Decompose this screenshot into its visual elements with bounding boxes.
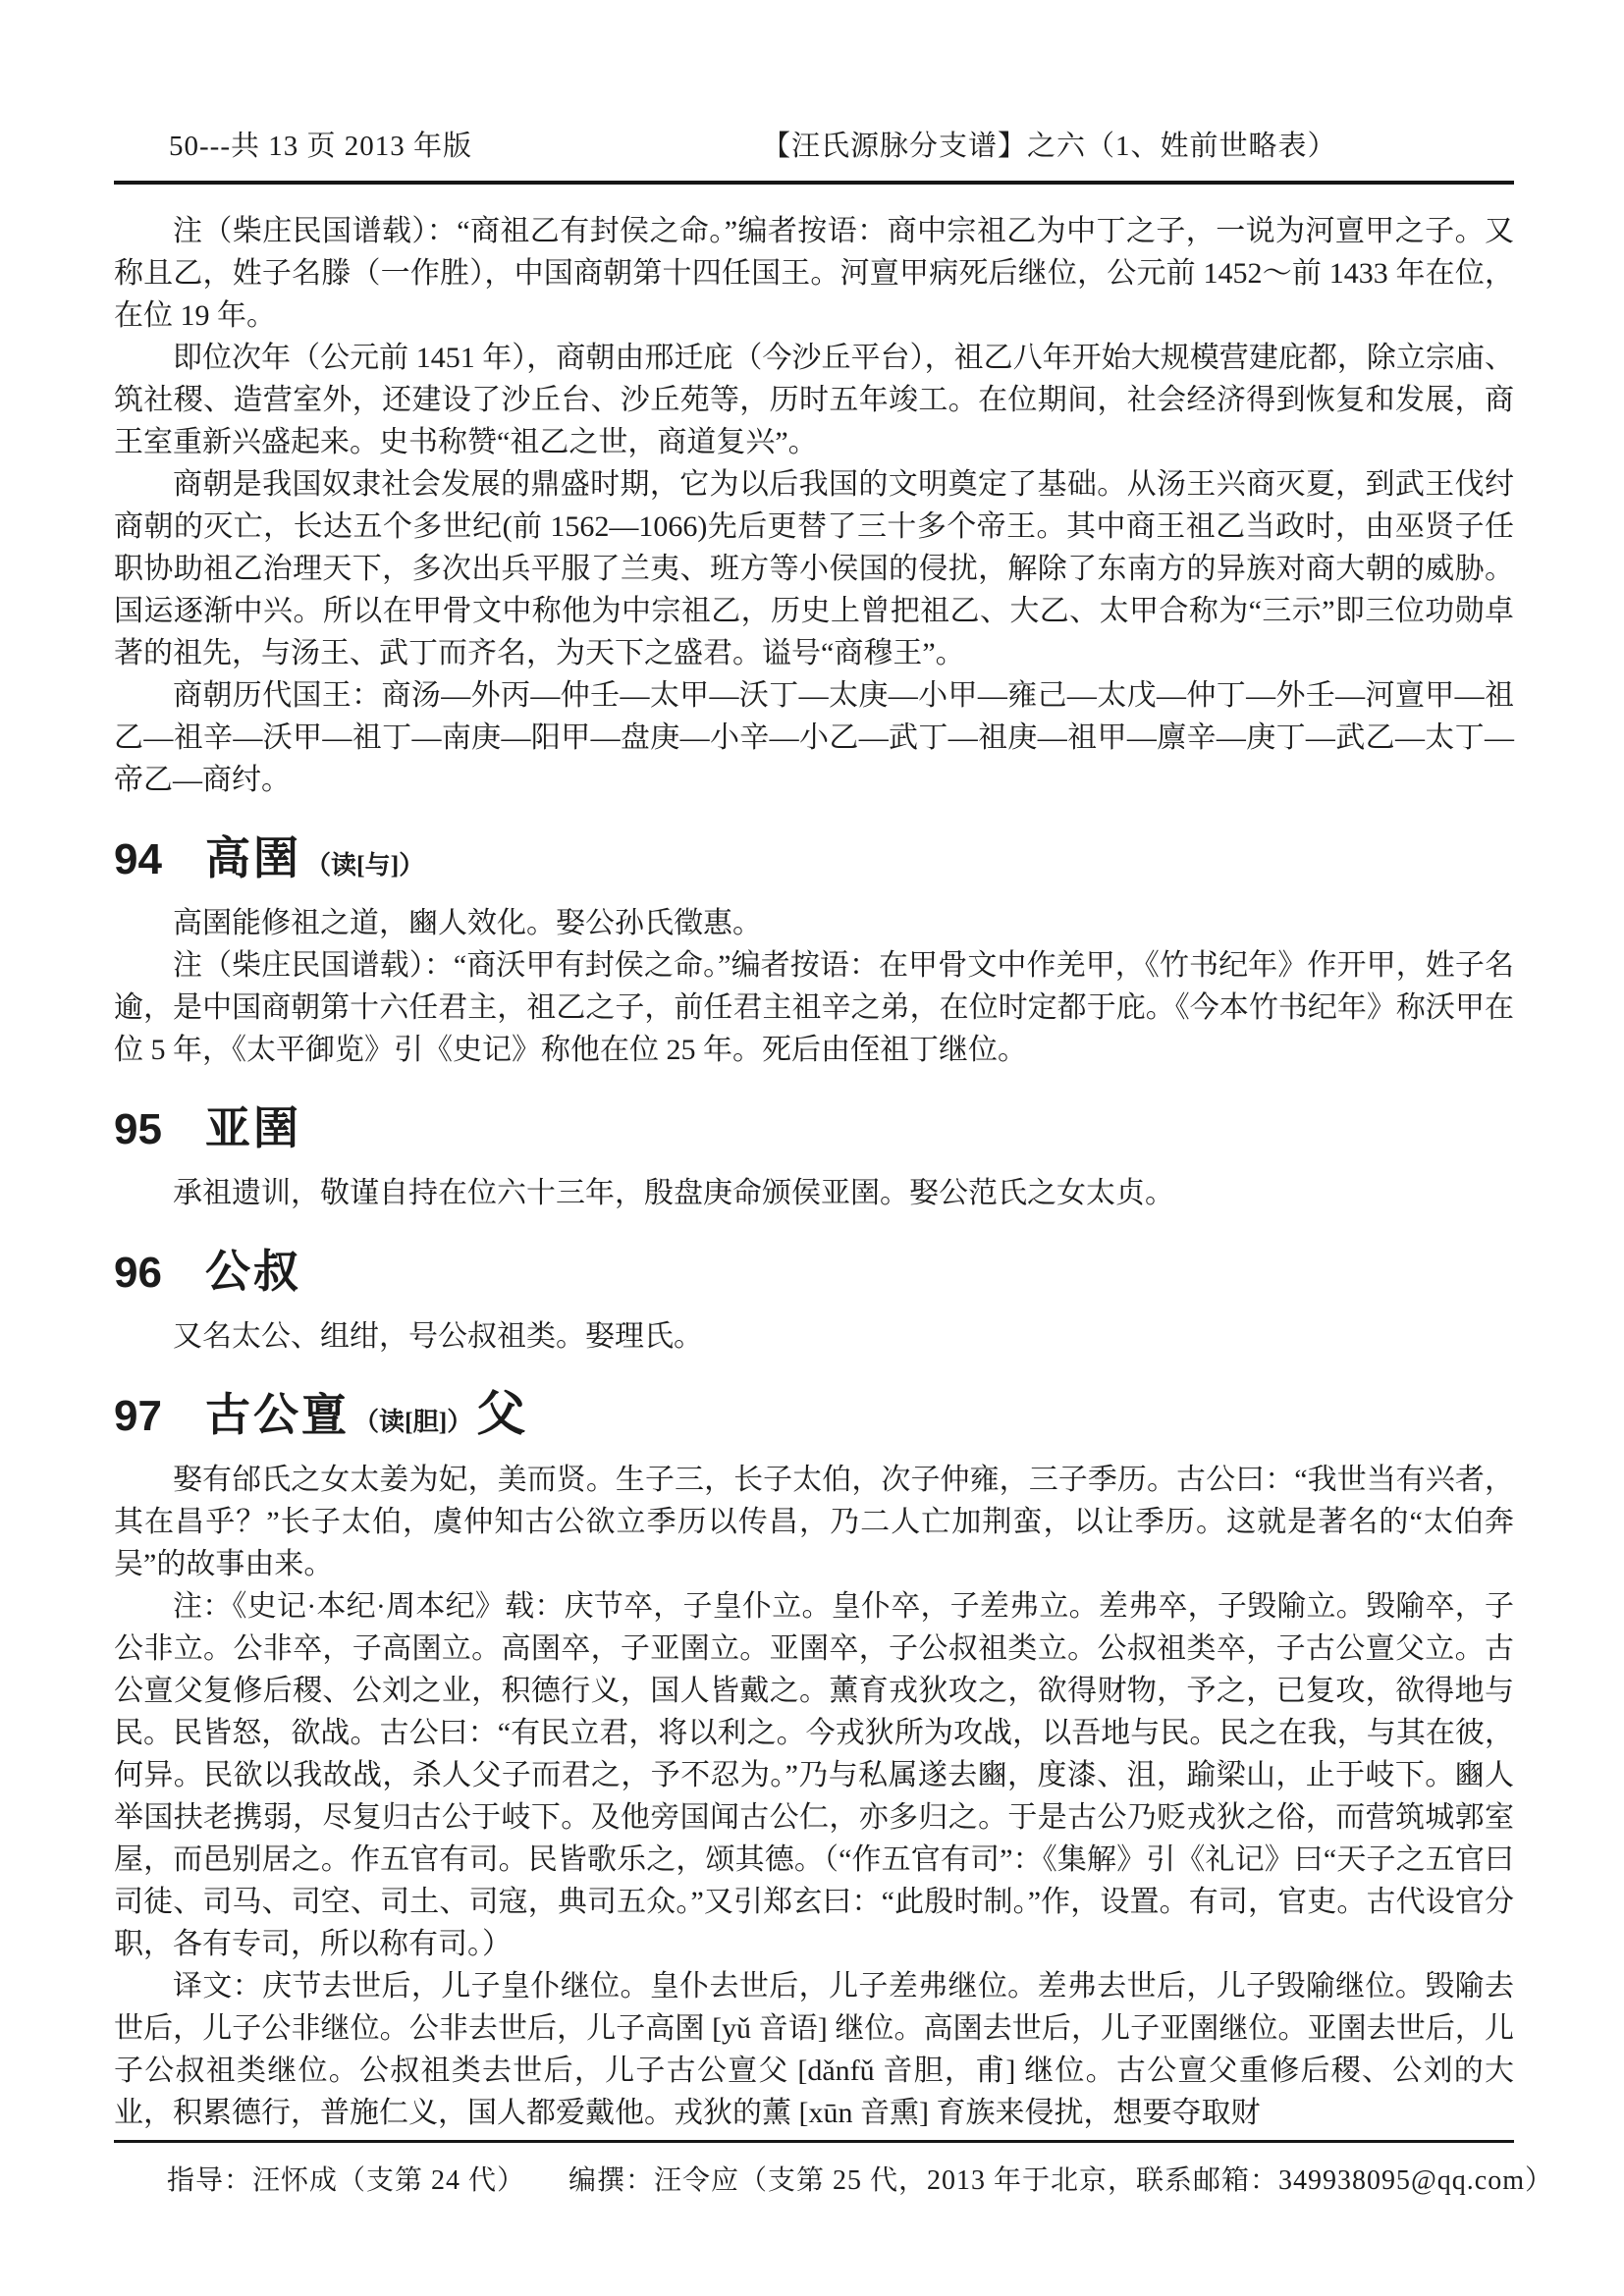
section-paragraph: 高圉能修祖之道，豳人效化。娶公孙氏徵惠。 bbox=[173, 907, 762, 939]
section-number: 97 bbox=[114, 1392, 162, 1440]
section-title-suffix: 父 bbox=[476, 1386, 526, 1441]
page-number-edition: 50---共 13 页 2013 年版 bbox=[169, 131, 472, 162]
section-paragraph: 注（柴庄民国谱载）：“商沃甲有封侯之命。”编者按语：在甲骨文中作羌甲，《竹书纪年》作开甲，姓子名逾，是中国商朝第十六任君主，祖乙之子，前任君主祖辛之弟，在位时定都于庇。《今本竹书纪年》称沃甲在位 5 年，《太平御览》引《史记》称他在位 25 年。死后由侄祖丁继位。 bbox=[114, 949, 1514, 1066]
footer-editor: 编撰：汪令应（支第 25 代，2013 年于北京，联系邮箱：349938095@qq.com） bbox=[568, 2165, 1554, 2196]
section-number: 94 bbox=[114, 835, 162, 883]
intro-paragraph: 注（柴庄民国谱载）：“商祖乙有封侯之命。”编者按语：商中宗祖乙为中丁之子，一说为河亶甲之子。又称且乙，姓子名滕（一作胜），中国商朝第十四任国王。河亶甲病死后继位，公元前 1452～前 1433 年在位，在位 19 年。 bbox=[114, 215, 1514, 332]
section-heading bbox=[114, 833, 1514, 886]
section-title: 亚圉 bbox=[204, 1103, 301, 1153]
section-heading bbox=[114, 1386, 1514, 1443]
section-heading bbox=[114, 1247, 1514, 1300]
footer-guide: 指导：汪怀成（支第 24 代） bbox=[167, 2165, 526, 2196]
intro-paragraph: 商朝是我国奴隶社会发展的鼎盛时期，它为以后我国的文明奠定了基础。从汤王兴商灭夏，到武王伐纣商朝的灭亡，长达五个多世纪(前 1562—1066)先后更替了三十多个帝王。其中商王祖乙当政时，由巫贤子任职协助祖乙治理天下，多次出兵平服了兰夷、班方等小侯国的侵扰，解除了东南方的异族对商大朝的威胁。国运逐渐中兴。所以在甲骨文中称他为中宗祖乙，历史上曾把祖乙、大乙、太甲合称为“三示”即三位功勋卓著的祖先，与汤王、武丁而齐名，为天下之盛君。谥号“商穆王”。 bbox=[114, 468, 1514, 669]
section-pronunciation: （读[与]） bbox=[304, 851, 425, 880]
section-title: 古公亶 bbox=[204, 1390, 350, 1440]
page-header bbox=[114, 124, 1514, 171]
page-footer bbox=[114, 2140, 1554, 2198]
section-translation-paragraph: 译文：庆节去世后，儿子皇仆继位。皇仆去世后，儿子差弗继位。差弗去世后，儿子毁隃继位。毁隃去世后，儿子公非继位。公非去世后，儿子高圉 [yǔ 音语] 继位。高圉去世后，儿子亚圉继位。亚圉去世后，儿子公叔祖类继位。公叔祖类去世后，儿子古公亶父 [dǎnfǔ 音胆，甫] 继位。古公亶父重修后稷、公刘的大业，积累德行，普施仁义，国人都爱戴他。戎狄的薰 [xūn 音熏] 育族来侵扰，想要夺取财 bbox=[114, 1970, 1514, 2129]
section-pronunciation: （读[胆]） bbox=[352, 1408, 473, 1436]
document-title: 【汪氏源脉分支谱】之六（1、姓前世略表） bbox=[762, 131, 1337, 162]
section-title: 高圉 bbox=[204, 833, 301, 883]
section-paragraph: 承祖遗训，敬谨自持在位六十三年，殷盘庚命颁侯亚圉。娶公范氏之女太贞。 bbox=[173, 1177, 1174, 1209]
section-paragraph: 娶有邰氏之女太姜为妃，美而贤。生子三，长子太伯，次子仲雍，三子季历。古公曰：“我世当有兴者，其在昌乎？”长子太伯，虞仲知古公欲立季历以传昌，乃二人亡加荆蛮，以让季历。这就是著名的“太伯奔吴”的故事由来。 bbox=[114, 1464, 1514, 1580]
section-number: 96 bbox=[114, 1249, 162, 1297]
section-95 bbox=[114, 1103, 1514, 1214]
section-paragraph: 又名太公、组绀，号公叔祖类。娶理氏。 bbox=[173, 1320, 703, 1353]
section-note-paragraph: 注：《史记·本纪·周本纪》载：庆节卒，子皇仆立。皇仆卒，子差弗立。差弗卒，子毁隃立。毁隃卒，子公非立。公非卒，子高圉立。高圉卒，子亚圉立。亚圉卒，子公叔祖类立。公叔祖类卒，子古公亶父立。古公亶父复修后稷、公刘之业，积德行义，国人皆戴之。薰育戎狄攻之，欲得财物，予之，已复攻，欲得地与民。民皆怒，欲战。古公曰：“有民立君，将以利之。今戎狄所为攻战，以吾地与民。民之在我，与其在彼，何异。民欲以我故战，杀人父子而君之，予不忍为。”乃与私属遂去豳，度漆、沮，踰梁山，止于岐下。豳人举国扶老携弱，尽复归古公于岐下。及他旁国闻古公仁，亦多归之。于是古公乃贬戎狄之俗，而营筑城郭室屋，而邑别居之。作五官有司。民皆歌乐之，颂其德。（“作五官有司”：《集解》引《礼记》曰“天子之五官曰司徒、司马、司空、司土、司寇，典司五众。”又引郑玄曰：“此殷时制。”作，设置。有司，官吏。古代设官分职，各有专司，所以称有司。） bbox=[114, 1590, 1514, 1960]
kings-list-paragraph: 商朝历代国王：商汤—外丙—仲壬—太甲—沃丁—太庚—小甲—雍己—太戊—仲丁—外壬—河亶甲—祖乙—祖辛—沃甲—祖丁—南庚—阳甲—盘庚—小辛—小乙—武丁—祖庚—祖甲—廪辛—庚丁—武乙—太丁—帝乙—商纣。 bbox=[114, 679, 1514, 796]
section-heading bbox=[114, 1103, 1514, 1156]
document-body bbox=[114, 210, 1514, 2134]
section-title: 公叔 bbox=[204, 1247, 301, 1297]
intro-paragraph: 即位次年（公元前 1451 年），商朝由邢迁庇（今沙丘平台），祖乙八年开始大规模营建庇都，除立宗庙、筑社稷、造营室外，还建设了沙丘台、沙丘苑等，历时五年竣工。在位期间，社会经济得到恢复和发展，商王室重新兴盛起来。史书称赞“祖乙之世，商道复兴”。 bbox=[114, 342, 1514, 458]
header-divider bbox=[114, 181, 1514, 185]
section-number: 95 bbox=[114, 1105, 162, 1153]
section-97 bbox=[114, 1386, 1514, 2134]
section-94 bbox=[114, 833, 1514, 1071]
section-96 bbox=[114, 1247, 1514, 1358]
